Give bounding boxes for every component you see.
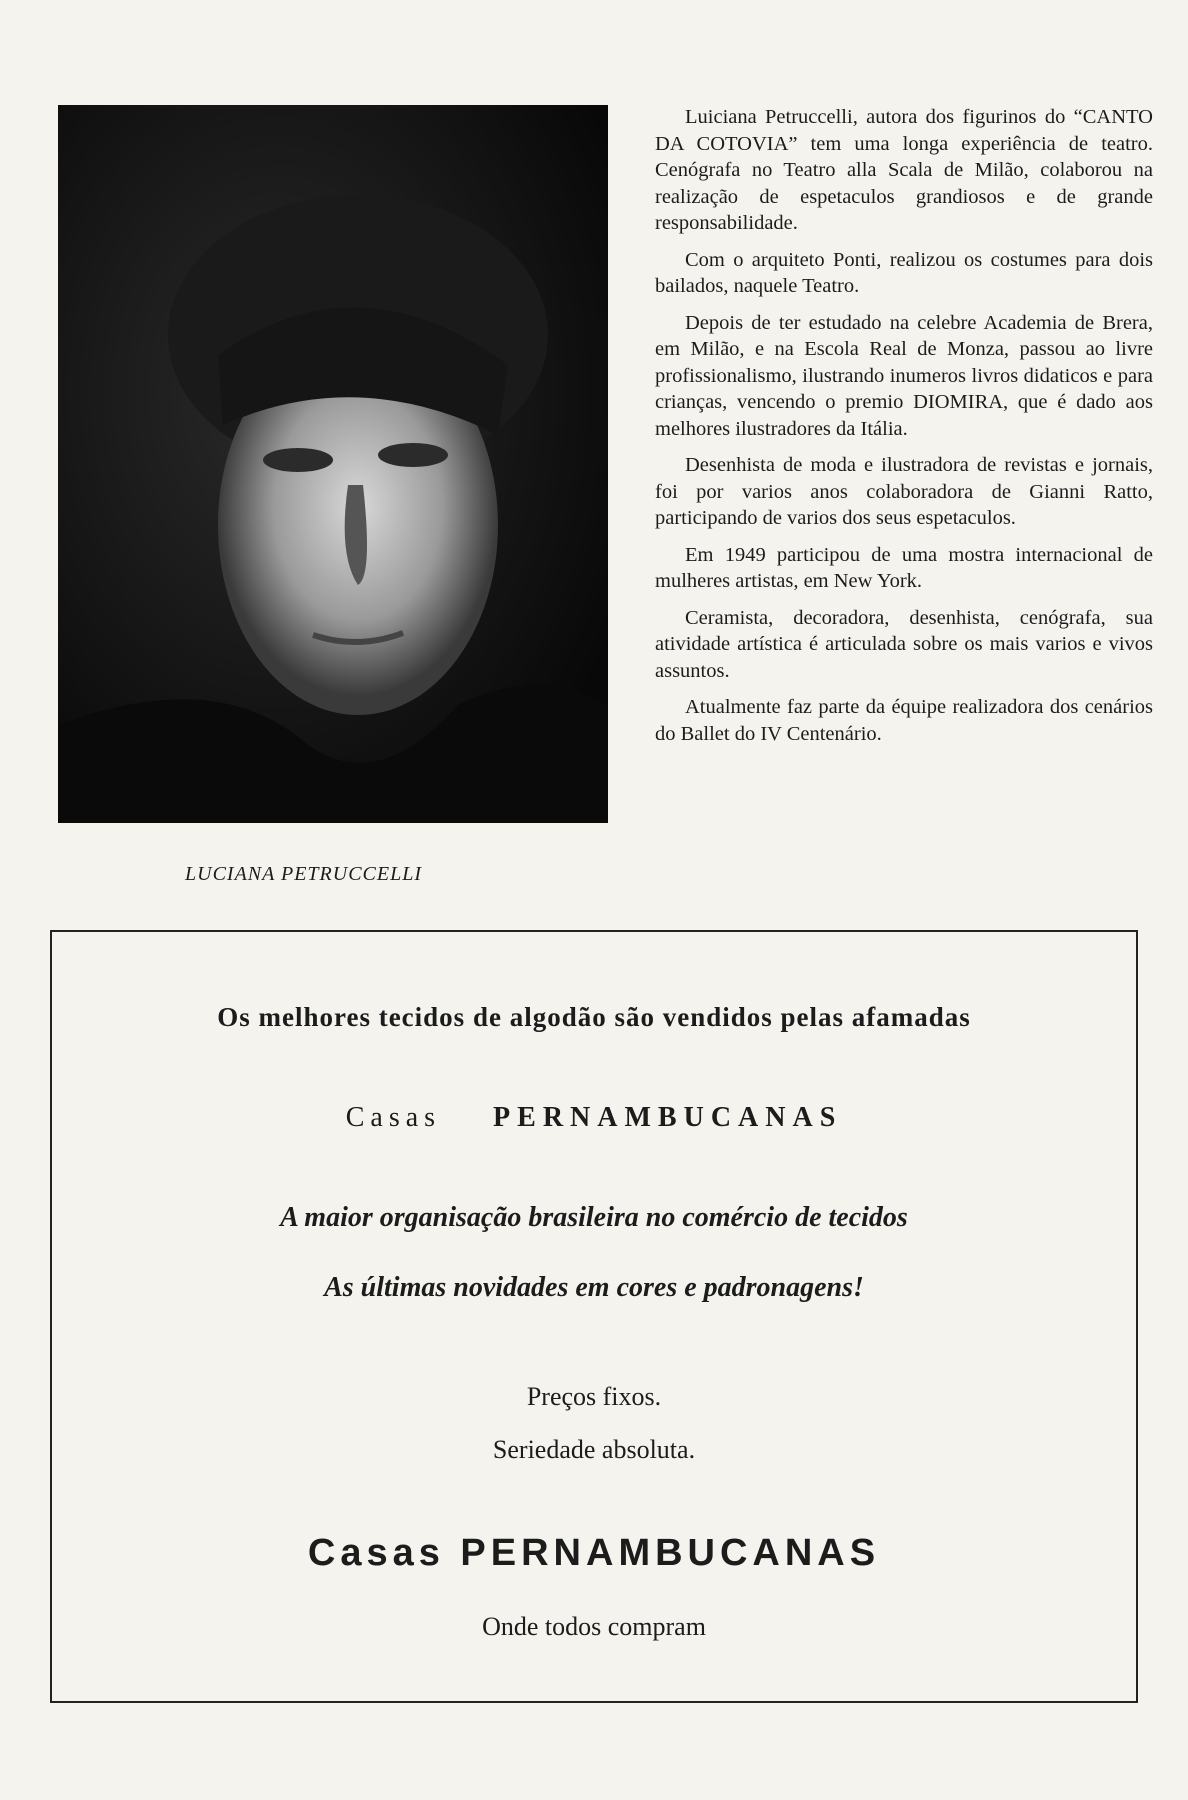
advertisement-box (50, 930, 1138, 1703)
portrait-photo (58, 105, 608, 823)
bio-paragraph: Em 1949 participou de uma mostra internacional de mulheres artistas, em New York. (655, 543, 1153, 592)
ad-brand (52, 1102, 1136, 1134)
ad-brand-prefix: Casas (345, 1102, 442, 1133)
bio-text (655, 104, 1153, 757)
ad-tagline-2: As últimas novidades em cores e padronagens! (324, 1272, 864, 1303)
ad-feature-1: Preços fixos. (526, 1382, 662, 1411)
ad-slogan: Onde todos compram (482, 1612, 706, 1641)
ad-footer-brand: Casas PERNAMBUCANAS (307, 1532, 881, 1574)
photo-caption: LUCIANA PETRUCCELLI (185, 863, 422, 885)
bio-paragraph: Com o arquiteto Ponti, realizou os costumes para dois bailados, naquele Teatro. (655, 248, 1153, 297)
ad-tagline-1: A maior organisação brasileira no comércio de tecidos (280, 1202, 908, 1233)
portrait-image (58, 105, 608, 823)
bio-paragraph: Ceramista, decoradora, desenhista, cenógrafa, sua atividade artística é articulada sobre os mais varios e vivos assuntos. (655, 606, 1153, 682)
ad-brand-name: PERNAMBUCANAS (493, 1102, 843, 1133)
bio-paragraph: Desenhista de moda e ilustradora de revistas e jornais, foi por varios anos colaboradora de Gianni Ratto, participando de varios dos seus espetaculos. (655, 454, 1153, 529)
ad-feature-2: Seriedade absoluta. (492, 1435, 696, 1464)
bio-paragraph: Depois de ter estudado na celebre Academia de Brera, em Milão, e na Escola Real de Monza, passou ao livre profissionalismo, ilustrando inumeros livros didaticos e para crianças, vencendo o premio DIOMIRA, que é dado aos melhores ilustradores da Itália. (655, 311, 1153, 440)
bio-paragraph: Luiciana Petruccelli, autora dos figurinos do “CANTO DA COTOVIA” tem uma longa experiência de teatro. Cenógrafa no Teatro alla Scala de Milão, colaborou na realização de espetaculos grandiosos e de grande responsabilidade. (655, 106, 1153, 234)
ad-headline: Os melhores tecidos de algodão são vendidos pelas afamadas (217, 1002, 971, 1032)
bio-paragraph: Atualmente faz parte da équipe realizadora dos cenários do Ballet do IV Centenário. (655, 696, 1153, 745)
